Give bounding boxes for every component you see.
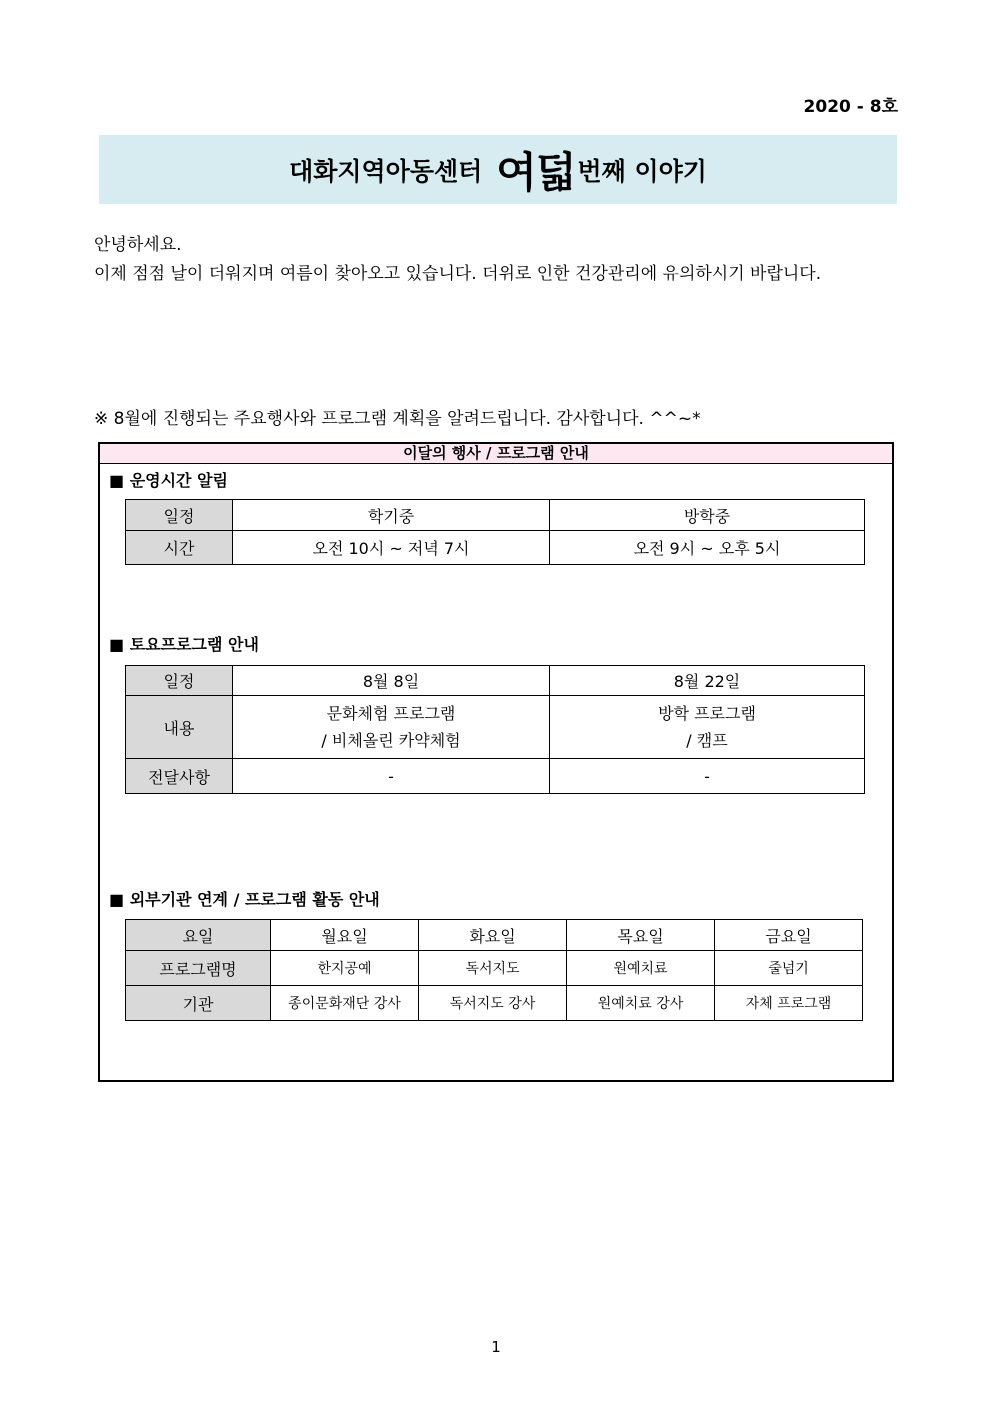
table-cell: 금요일 xyxy=(715,920,863,951)
table-row xyxy=(126,986,863,1021)
title-prefix: 대화지역아동센터 xyxy=(289,156,483,186)
table-label-cell: 일정 xyxy=(126,500,233,531)
newsletter-title-banner xyxy=(99,135,897,204)
table-cell: 종이문화재단 강사 xyxy=(271,986,419,1021)
table-label-cell: 일정 xyxy=(126,666,233,696)
section-saturday-program-title: ■ 토요프로그램 안내 xyxy=(109,635,259,654)
table-row xyxy=(126,951,863,986)
table-label-cell: 프로그램명 xyxy=(126,951,271,986)
table-row xyxy=(126,920,863,951)
table-label-cell: 기관 xyxy=(126,986,271,1021)
table-cell: 월요일 xyxy=(271,920,419,951)
notice-text: ※ 8월에 진행되는 주요행사와 프로그램 계획을 알려드립니다. 감사합니다. ^^~* xyxy=(94,409,701,429)
external-programs-table xyxy=(125,919,863,1021)
table-cell xyxy=(550,696,865,759)
cell-line: 방학 프로그램 xyxy=(658,704,756,723)
table-row xyxy=(126,696,865,759)
table-cell: 원예치료 강사 xyxy=(567,986,715,1021)
table-cell: - xyxy=(233,759,550,794)
table-cell xyxy=(233,696,550,759)
operating-hours-table xyxy=(125,499,865,565)
cell-line: / 캠프 xyxy=(686,731,728,750)
table-row xyxy=(126,500,865,531)
table-cell: 학기중 xyxy=(233,500,550,531)
intro-text: 이제 점점 날이 더워지며 여름이 찾아오고 있습니다. 더위로 인한 건강관리에 유의하시기 바랍니다. xyxy=(94,264,822,284)
table-label-cell: 요일 xyxy=(126,920,271,951)
cell-line: / 비체올린 카약체험 xyxy=(321,731,461,750)
table-cell: 자체 프로그램 xyxy=(715,986,863,1021)
table-label-cell: 전달사항 xyxy=(126,759,233,794)
table-cell: 오전 9시 ~ 오후 5시 xyxy=(550,531,865,565)
page-number: 1 xyxy=(491,1338,501,1356)
title-suffix: 번째 이야기 xyxy=(577,156,707,186)
table-label-cell: 내용 xyxy=(126,696,233,759)
table-cell: 한지공예 xyxy=(271,951,419,986)
table-row xyxy=(126,666,865,696)
greeting-text: 안녕하세요. xyxy=(94,235,182,255)
table-row xyxy=(126,531,865,565)
program-info-box xyxy=(98,442,894,1082)
table-cell: 8월 8일 xyxy=(233,666,550,696)
table-cell: 독서지도 xyxy=(419,951,567,986)
cell-line: 문화체험 프로그램 xyxy=(326,704,456,723)
title-highlight: 여덟 xyxy=(496,147,576,197)
table-cell: 화요일 xyxy=(419,920,567,951)
table-cell: 줄넘기 xyxy=(715,951,863,986)
section-external-programs-title: ■ 외부기관 연계 / 프로그램 활동 안내 xyxy=(109,890,380,909)
table-row xyxy=(126,759,865,794)
table-cell: - xyxy=(550,759,865,794)
table-cell: 방학중 xyxy=(550,500,865,531)
box-title: 이달의 행사 / 프로그램 안내 xyxy=(100,444,892,464)
section-operating-hours-title: ■ 운영시간 알림 xyxy=(109,471,228,490)
table-cell: 8월 22일 xyxy=(550,666,865,696)
table-cell: 오전 10시 ~ 저녁 7시 xyxy=(233,531,550,565)
table-label-cell: 시간 xyxy=(126,531,233,565)
saturday-program-table xyxy=(125,665,865,794)
table-cell: 독서지도 강사 xyxy=(419,986,567,1021)
table-cell: 원예치료 xyxy=(567,951,715,986)
issue-number: 2020 - 8호 xyxy=(803,97,898,117)
table-cell: 목요일 xyxy=(567,920,715,951)
